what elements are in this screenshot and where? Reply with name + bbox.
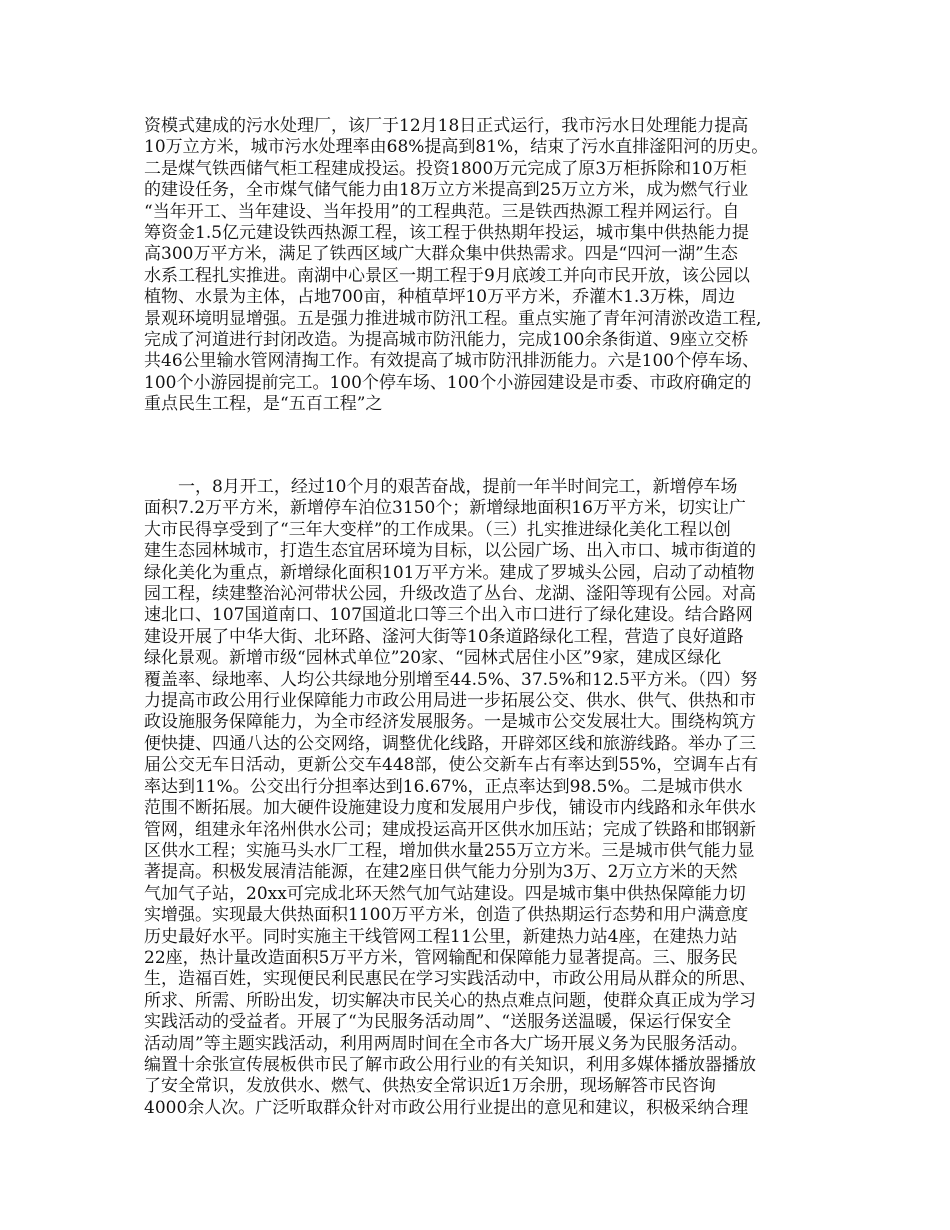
text-line: 气加气子站，20xx可完成北环天然气加气站建设。四是城市集中供热保障能力切: [144, 883, 746, 904]
text-line: 100个小游园提前完工。100个停车场、100个小游园建设是市委、市政府确定的: [144, 372, 752, 393]
text-line: 政设施服务保障能力，为全市经济发展服务。一是城市公交发展壮大。围绕构筑方: [144, 712, 756, 733]
text-line: 管网，组建永年洺州供水公司；建成投运高开区供水加压站；完成了铁路和邯钢新: [144, 819, 756, 840]
text-line: 景观环境明显增强。五是强力推进城市防汛工程。重点实施了青年河清淤改造工程,: [144, 308, 762, 329]
text-line: 届公交无车日活动，更新公交车448部，使公交新车占有率达到55%，空调车占有: [144, 755, 759, 776]
text-line: 实增强。实现最大供热面积1100万平方米，创造了供热期运行态势和用户满意度: [144, 905, 749, 926]
text-line: 著提高。积极发展清洁能源，在建2座日供气能力分别为3万、2万立方米的天然: [144, 862, 738, 883]
paragraph-2: [144, 477, 824, 1119]
text-line: 便快捷、四通八达的公交网络，调整优化线路，开辟郊区线和旅游线路。举办了三: [144, 733, 756, 754]
text-line: 高300万平方米，满足了铁西区域广大群众集中供热需求。四是“四河一湖”生态: [144, 244, 738, 265]
text-line: 完成了河道进行封闭改造。为提高城市防汛能力，完成100余条街道、9座立交桥: [144, 330, 749, 351]
text-line: 水系工程扎实推进。南湖中心景区一期工程于9月底竣工并向市民开放，该公园以: [144, 265, 750, 286]
text-line: 园工程，续建整治沁河带状公园，升级改造了丛台、龙湖、滏阳等现有公园。对高: [144, 584, 756, 605]
text-line: 筹资金1.5亿元建设铁西热源工程，该工程于供热期年投运，城市集中供热能力提: [144, 223, 750, 244]
text-line: 一，8月开工，经过10个月的艰苦奋战，提前一年半时间完工，新增停车场: [144, 477, 738, 497]
text-line: 活动周”等主题实践活动，利用两周时间在全市各大广场开展义务为民服务活动。: [144, 1033, 748, 1054]
text-line: 区供水工程；实施马头水厂工程，增加供水量255万立方米。三是城市供气能力显: [144, 840, 755, 861]
text-line: 了安全常识，发放供水、燃气、供热安全常识近1万余册，现场解答市民咨询: [144, 1076, 716, 1097]
text-line: 编置十余张宣传展板供市民了解市政公用行业的有关知识，利用多媒体播放器播放: [144, 1054, 756, 1075]
paragraph-1: [144, 116, 824, 416]
text-line: 绿化景观。新增市级“园林式单位”20家、“园林式居住小区”9家，建成区绿化: [144, 648, 722, 669]
text-line: 10万立方米，城市污水处理率由68%提高到81%，结束了污水直排滏阳河的历史。: [144, 137, 769, 158]
text-line: 4000余人次。广泛听取群众针对市政公用行业提出的意见和建议，积极采纳合理: [144, 1097, 749, 1118]
text-line: 覆盖率、绿地率、人均公共绿地分别增至44.5%、37.5%和12.5平方米。（四）努: [144, 669, 758, 690]
text-line: 重点民生工程，是“五百工程”之: [144, 394, 383, 415]
text-line: 绿化美化为重点，新增绿化面积101万平方米。建成了罗城头公园，启动了动植物: [144, 562, 755, 583]
text-line: 面积7.2万平方米，新增停车泊位3150个；新增绿地面积16万平方米，切实让广: [144, 498, 746, 519]
text-line: 22座，热计量改造面积5万平方米，管网输配和保障能力显著提高。三、服务民: [144, 947, 738, 968]
text-line: 建设开展了中华大街、北环路、滏河大街等10条道路绿化工程，营造了良好道路: [144, 626, 744, 647]
text-line: 历史最好水平。同时实施主干线管网工程11公里，新建热力站4座，在建热力站: [144, 926, 738, 947]
text-line: 实践活动的受益者。开展了“为民服务活动周”、“送服务送温暖，保运行保安全: [144, 1012, 732, 1033]
text-line: 植物、水景为主体，占地700亩，种植草坪10万平方米，乔灌木1.3万株，周边: [144, 287, 736, 308]
text-line: 范围不断拓展。加大硬件设施建设力度和发展用户步伐，铺设市内线路和永年供水: [144, 798, 756, 819]
text-line: 大市民得享受到了“三年大变样”的工作成果。（三）扎实推进绿化美化工程以创: [144, 519, 731, 540]
text-line: 建生态园林城市，打造生态宜居环境为目标，以公园广场、出入市口、城市街道的: [144, 541, 756, 562]
text-line: 速北口、107国道南口、107国道北口等三个出入市口进行了绿化建设。结合路网: [144, 605, 753, 626]
text-line: 资模式建成的污水处理厂，该厂于12月18日正式运行，我市污水日处理能力提高: [144, 116, 749, 136]
text-line: 率达到11%。公交出行分担率达到16.67%，正点率达到98.5%。二是城市供水: [144, 776, 743, 797]
text-line: “当年开工、当年建设、当年投用”的工程典范。三是铁西热源工程并网运行。自: [144, 201, 740, 222]
text-line: 二是煤气铁西储气柜工程建成投运。投资1800万元完成了原3万柜拆除和10万柜: [144, 158, 747, 179]
text-line: 所求、所需、所盼出发，切实解决市民关心的热点难点问题，使群众真正成为学习: [144, 990, 756, 1011]
text-line: 力提高市政公用行业保障能力市政公用局进一步拓展公交、供水、供气、供热和市: [144, 691, 756, 712]
text-line: 的建设任务，全市煤气储气能力由18万立方米提高到25万立方米，成为燃气行业: [144, 180, 749, 201]
text-line: 生，造福百姓，实现便民利民惠民在学习实践活动中，市政公用局从群众的所思、: [144, 969, 756, 990]
text-line: 共46公里输水管网清掏工作。有效提高了城市防汛排沥能力。六是100个停车场、: [144, 351, 760, 372]
